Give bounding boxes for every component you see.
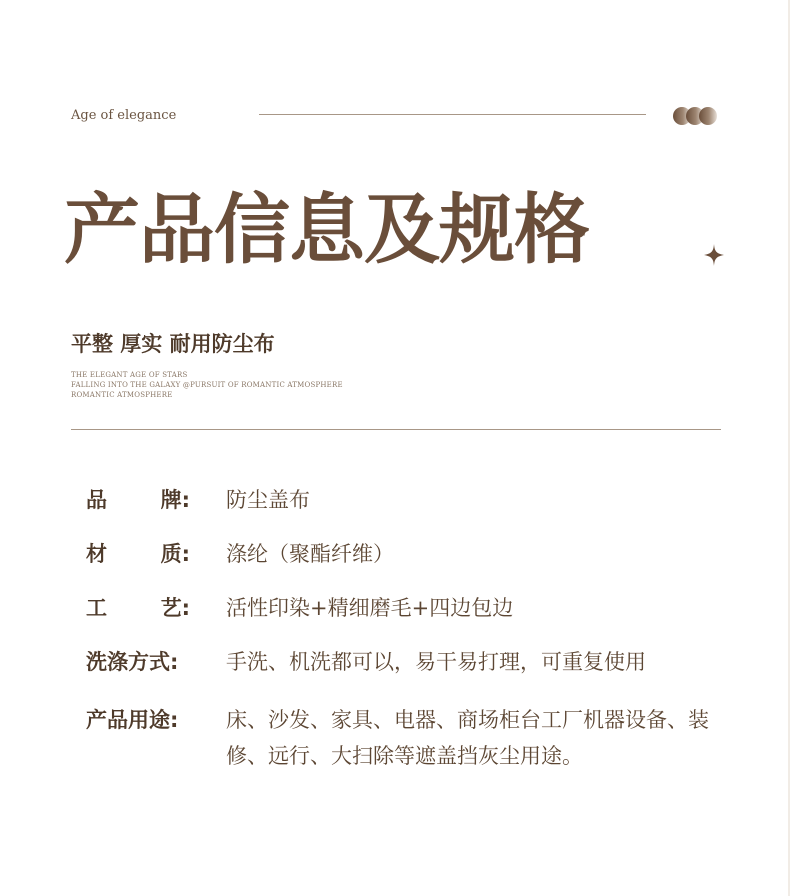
spec-label-part: 品 [86,488,107,512]
subtitle: 平整 厚实 耐用防尘布 [71,331,275,356]
page-title: 产品信息及规格 [64,185,589,274]
spec-value: 床、沙发、家具、电器、商场柜台工厂机器设备、装修、远行、大扫除等遮盖挡灰尘用途。 [226,708,709,768]
spec-label-part: 质: [160,542,190,566]
spec-label-part: 艺: [160,596,190,620]
header-line [259,114,646,115]
spec-value: 活性印染+精细磨毛+四边包边 [226,596,514,620]
tagline: Age of elegance [71,108,177,123]
spec-label-part: 牌: [160,488,190,512]
spec-label-part: 工 [86,596,107,620]
four-point-star-icon [704,244,724,266]
spec-label-part: 材 [86,542,107,566]
caption-line: ROMANTIC ATMOSPHERE [71,391,173,399]
spec-value: 涤纶（聚酯纤维） [226,542,394,566]
caption-line: FALLING INTO THE GALAXY @PURSUIT OF ROMANTIC ATMOSPHERE [71,381,343,389]
spec-label [86,540,190,568]
spec-label [86,486,190,514]
divider [71,429,721,430]
spec-value: 手洗、机洗都可以，易干易打理，可重复使用 [226,650,646,674]
caption-line: THE ELEGANT AGE OF STARS [71,371,188,379]
circle-icon [699,107,717,125]
spec-label: 洗涤方式: [86,650,179,674]
small-caption [71,370,343,400]
spec-label: 产品用途: [86,708,179,732]
spec-value: 防尘盖布 [226,488,310,512]
three-circles-icon [670,105,722,127]
spec-label [86,594,190,622]
